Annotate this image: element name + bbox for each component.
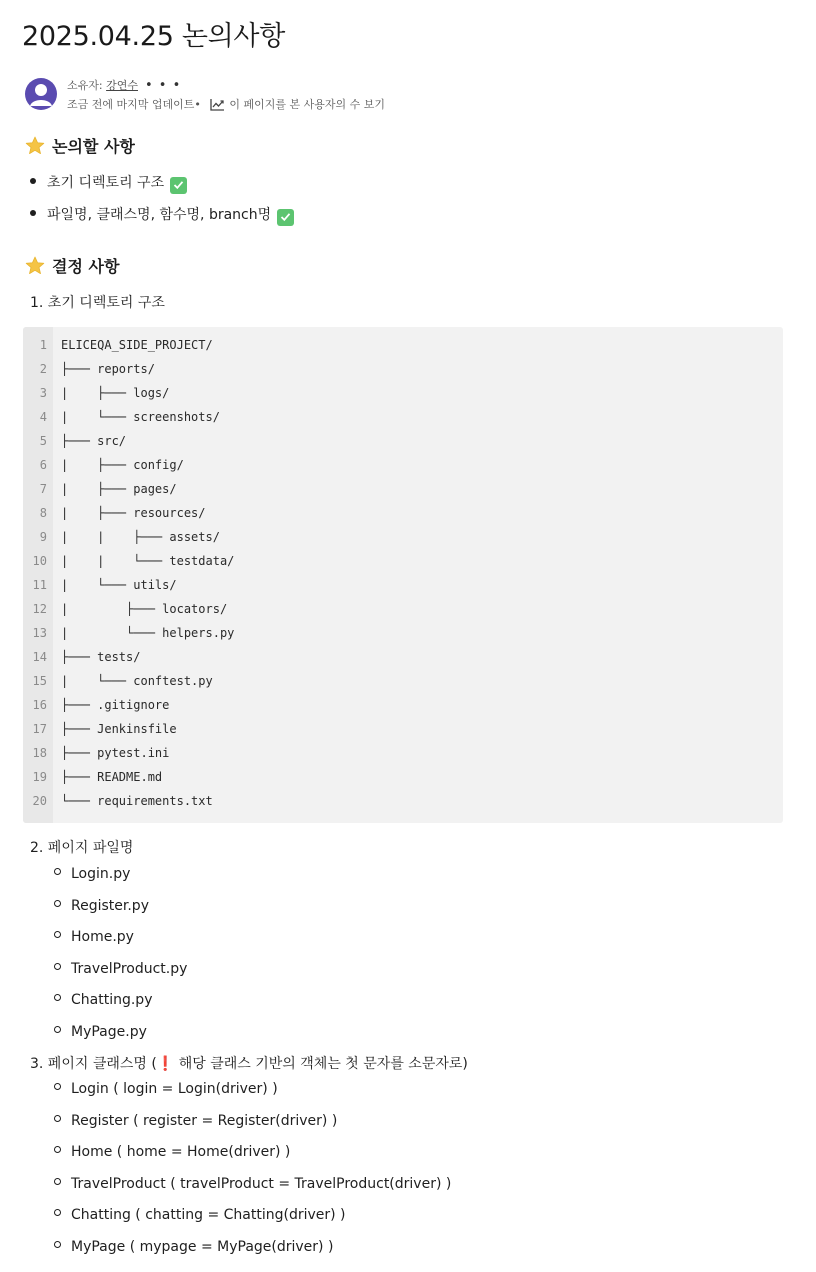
exclamation-icon: ❗: [156, 1056, 175, 1072]
line-number: 11: [32, 578, 47, 592]
line-number: 14: [32, 650, 47, 664]
list-item: [54, 1113, 337, 1129]
line-number: 1: [39, 338, 47, 352]
bullet-circle: [54, 931, 61, 938]
list-item-text: 초기 디렉토리 구조: [47, 175, 165, 191]
bullet-dot: [30, 178, 36, 184]
code-line: | ├─── pages/: [61, 482, 177, 496]
list-item-text: Register ( register = Register(driver) ): [71, 1113, 338, 1129]
section-heading-text: 결정 사항: [52, 257, 120, 276]
code-line: ├─── src/: [61, 434, 127, 448]
list-item: [54, 1024, 147, 1040]
last-updated-text: 조금 전에 마지막 업데이트•: [67, 98, 201, 111]
bullet-circle: [54, 1178, 61, 1185]
owner-link[interactable]: 강연수: [106, 79, 138, 92]
list-item-text: 파일명, 클래스명, 함수명, branch명: [47, 207, 272, 223]
code-line: | └─── helpers.py: [61, 626, 235, 640]
list-item-text: Login.py: [71, 866, 131, 882]
line-number: 19: [32, 770, 47, 784]
code-line: | ├─── logs/: [61, 386, 170, 400]
line-number: 4: [39, 410, 47, 424]
numbered-item-1: 1. 초기 디렉토리 구조: [30, 295, 165, 311]
line-number: 9: [39, 530, 47, 544]
list-item-text: Home ( home = Home(driver) ): [71, 1144, 291, 1160]
list-item: [54, 1144, 290, 1160]
code-line: | | ├─── assets/: [61, 530, 220, 544]
code-line: ├─── .gitignore: [61, 698, 170, 712]
bullet-circle: [54, 963, 61, 970]
user-icon: [25, 78, 57, 110]
code-line: | └─── conftest.py: [61, 674, 213, 688]
checkmark-icon: [170, 177, 187, 194]
code-line: ├─── reports/: [61, 362, 155, 376]
section-heading-discussion: [25, 134, 135, 159]
trend-chart-icon: [210, 98, 225, 111]
list-item: [54, 1081, 278, 1097]
checkmark-icon: [277, 209, 294, 226]
line-number: 10: [32, 554, 47, 568]
line-number: 13: [32, 626, 47, 640]
code-line: ├─── pytest.ini: [61, 746, 170, 760]
code-line: ELICEQA_SIDE_PROJECT/: [61, 338, 213, 352]
code-line: | ├─── config/: [61, 458, 184, 472]
list-item: [30, 204, 294, 226]
line-number: 12: [32, 602, 47, 616]
line-number: 5: [39, 434, 47, 448]
numbered-item-2: 2. 페이지 파일명: [30, 840, 134, 856]
code-line: | | └─── testdata/: [61, 554, 235, 568]
line-number: 7: [39, 482, 47, 496]
bullet-circle: [54, 1241, 61, 1248]
list-item: [54, 866, 130, 882]
bullet-circle: [54, 1083, 61, 1090]
list-item: [54, 992, 152, 1008]
list-item-text: TravelProduct.py: [71, 961, 188, 977]
line-number: 18: [32, 746, 47, 760]
code-line: ├─── README.md: [61, 770, 163, 784]
line-number: 17: [32, 722, 47, 736]
star-icon: [25, 256, 45, 279]
list-item-text: MyPage ( mypage = MyPage(driver) ): [71, 1239, 334, 1255]
line-number: 8: [39, 506, 47, 520]
list-item: [54, 929, 134, 945]
list-item-text: Login ( login = Login(driver) ): [71, 1081, 278, 1097]
bullet-circle: [54, 1115, 61, 1122]
update-line: [67, 96, 385, 112]
list-item: [54, 898, 149, 914]
code-line: | ├─── resources/: [61, 506, 206, 520]
code-line: └─── requirements.txt: [61, 794, 213, 808]
owner-line: [67, 77, 181, 93]
bullet-circle: [54, 994, 61, 1001]
line-number: 15: [32, 674, 47, 688]
list-item-text: MyPage.py: [71, 1024, 147, 1040]
list-item: [30, 172, 187, 194]
bullet-dot: [30, 210, 36, 216]
page-views-link[interactable]: [210, 98, 385, 111]
code-line: | └─── utils/: [61, 578, 177, 592]
bullet-circle: [54, 868, 61, 875]
list-item: [54, 1176, 451, 1192]
numbered-item-3: [30, 1053, 468, 1073]
line-number: 2: [39, 362, 47, 376]
more-icon[interactable]: • • •: [144, 78, 182, 93]
list-item: [54, 961, 187, 977]
list-item-text: TravelProduct ( travelProduct = TravelProduct(driver) ): [71, 1176, 452, 1192]
bullet-circle: [54, 1209, 61, 1216]
avatar[interactable]: [25, 78, 57, 110]
owner-label: 소유자:: [67, 79, 107, 92]
code-block[interactable]: [23, 327, 783, 823]
star-icon: [25, 136, 45, 159]
page-meta: [25, 76, 625, 116]
bullet-circle: [54, 1026, 61, 1033]
line-number: 20: [32, 794, 47, 808]
code-line: | └─── screenshots/: [61, 410, 220, 424]
numbered-item-note: 해당 클래스 기반의 객체는 첫 문자를 소문자로): [174, 1056, 468, 1072]
list-item-text: Register.py: [71, 898, 149, 914]
section-heading-text: 논의할 사항: [52, 137, 135, 156]
list-item-text: Home.py: [71, 929, 134, 945]
code-line: ├─── tests/: [61, 650, 141, 664]
list-item-text: Chatting.py: [71, 992, 153, 1008]
line-number: 6: [39, 458, 47, 472]
code-line: | ├─── locators/: [61, 602, 228, 616]
page-title: 2025.04.25 논의사항: [22, 21, 286, 52]
list-item: [54, 1239, 333, 1255]
code-line: ├─── Jenkinsfile: [61, 722, 177, 736]
list-item: [54, 1207, 346, 1223]
page-views-label: 이 페이지를 본 사용자의 수 보기: [229, 98, 385, 111]
bullet-circle: [54, 1146, 61, 1153]
section-heading-decisions: [25, 254, 119, 279]
line-number: 16: [32, 698, 47, 712]
numbered-item-text: 3. 페이지 클래스명 (: [30, 1056, 157, 1072]
line-number: 3: [39, 386, 47, 400]
bullet-circle: [54, 900, 61, 907]
list-item-text: Chatting ( chatting = Chatting(driver) ): [71, 1207, 346, 1223]
